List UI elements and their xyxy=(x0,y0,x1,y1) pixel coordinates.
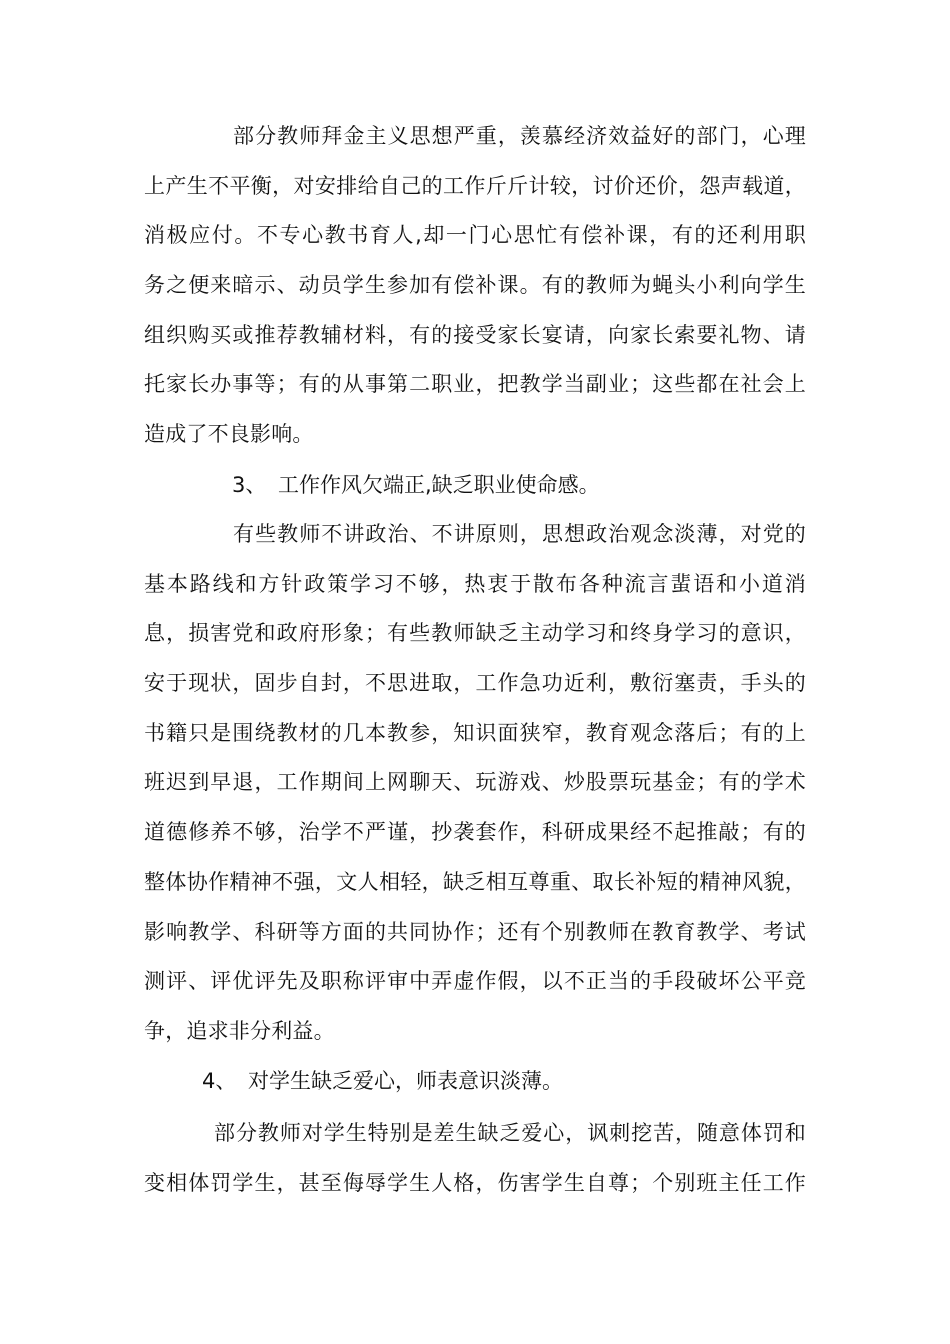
paragraph-line: 道德修养不够，治学不严谨，抄袭套作，科研成果经不起推敲；有的 xyxy=(144,820,806,845)
paragraph-line: 影响教学、科研等方面的共同协作；还有个别教师在教育教学、考试 xyxy=(144,919,806,944)
paragraph-line: 书籍只是围绕教材的几本教参，知识面狭窄，教育观念落后；有的上 xyxy=(144,720,806,745)
paragraph-line: 基本路线和方针政策学习不够，热衷于散布各种流言蜚语和小道消 xyxy=(144,571,806,596)
paragraph-line: 组织购买或推荐教辅材料，有的接受家长宴请，向家长索要礼物、请 xyxy=(144,322,806,347)
paragraph-line: 息，损害党和政府形象；有些教师缺乏主动学习和终身学习的意识， xyxy=(144,621,806,646)
paragraph-line: 安于现状，固步自封，不思进取，工作急功近利，敷衍塞责，手头的 xyxy=(144,671,806,696)
paragraph-line: 造成了不良影响。 xyxy=(144,422,314,447)
paragraph-3 xyxy=(144,1109,806,1208)
paragraph-line: 部分教师拜金主义思想严重，羡慕经济效益好的部门，心理 xyxy=(233,124,806,148)
paragraph-line: 班迟到早退，工作期间上网聊天、玩游戏、炒股票玩基金；有的学术 xyxy=(144,770,806,795)
paragraph-line: 务之便来暗示、动员学生参加有偿补课。有的教师为蝇头小利向学生 xyxy=(144,273,806,298)
paragraph-line: 上产生不平衡，对安排给自己的工作斤斤计较，讨价还价，怨声载道， xyxy=(144,173,806,198)
paragraph-line: 争，追求非分利益。 xyxy=(144,1018,335,1043)
section-number: 4、 xyxy=(202,1069,237,1093)
section-number: 3、 xyxy=(232,473,267,497)
paragraph-line: 消极应付。不专心教书育人,却一门心思忙有偿补课，有的还利用职 xyxy=(144,223,806,248)
paragraph-2 xyxy=(144,510,806,1057)
paragraph-line: 测评、评优评先及职称评审中弄虚作假，以不正当的手段破坏公平竞 xyxy=(144,969,806,994)
section-heading-4 xyxy=(202,1057,563,1107)
section-heading-3 xyxy=(232,461,600,511)
paragraph-line: 托家长办事等；有的从事第二职业，把教学当副业；这些都在社会上 xyxy=(144,372,806,397)
paragraph-line: 部分教师对学生特别是差生缺乏爱心，讽刺挖苦，随意体罚和 xyxy=(214,1121,806,1145)
paragraph-line: 整体协作精神不强，文人相轻，缺乏相互尊重、取长补短的精神风貌， xyxy=(144,869,806,894)
paragraph-line: 变相体罚学生，甚至侮辱学生人格，伤害学生自尊；个别班主任工作 xyxy=(144,1170,806,1195)
paragraph-1 xyxy=(144,112,806,460)
paragraph-line: 有些教师不讲政治、不讲原则，思想政治观念淡薄，对党的 xyxy=(233,522,806,546)
section-title: 对学生缺乏爱心，师表意识淡薄。 xyxy=(248,1069,563,1093)
section-title: 工作作风欠端正,缺乏职业使命感。 xyxy=(278,473,600,497)
